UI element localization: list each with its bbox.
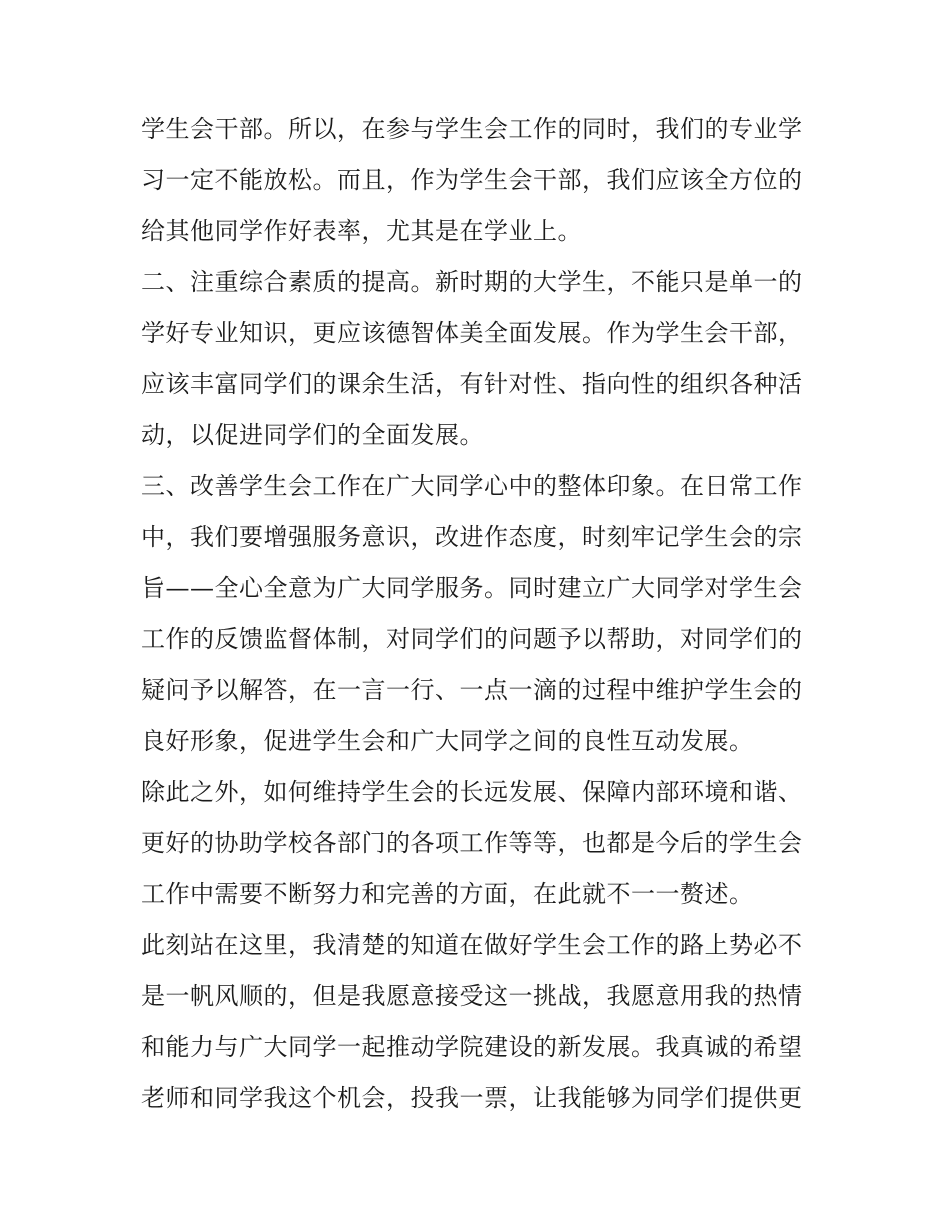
text-line: 三、改善学生会工作在广大同学心中的整体印象。在日常工作 <box>141 472 803 500</box>
text-line: 更好的协助学校各部门的各项工作等等，也都是今后的学生会 <box>141 829 803 857</box>
text-line: 动，以促进同学们的全面发展。 <box>141 421 484 449</box>
document-body <box>141 104 821 1124</box>
text-line: 给其他同学作好表率，尤其是在学业上。 <box>141 217 582 245</box>
text-line: 工作的反馈监督体制，对同学们的问题予以帮助，对同学们的 <box>141 625 803 653</box>
text-line: 工作中需要不断努力和完善的方面，在此就不一一赘述。 <box>141 880 754 908</box>
text-line: 学生会干部。所以，在参与学生会工作的同时，我们的专业学 <box>141 115 803 143</box>
text-line: 习一定不能放松。而且，作为学生会干部，我们应该全方位的 <box>141 166 803 194</box>
text-line: 学好专业知识，更应该德智体美全面发展。作为学生会干部， <box>141 319 803 347</box>
text-line: 疑问予以解答，在一言一行、一点一滴的过程中维护学生会的 <box>141 676 803 704</box>
text-line: 此刻站在这里，我清楚的知道在做好学生会工作的路上势必不 <box>141 931 803 959</box>
text-line: 旨——全心全意为广大同学服务。同时建立广大同学对学生会 <box>141 574 803 602</box>
text-line: 和能力与广大同学一起推动学院建设的新发展。我真诚的希望 <box>141 1033 803 1061</box>
text-line: 老师和同学我这个机会，投我一票，让我能够为同学们提供更 <box>141 1084 803 1112</box>
text-line: 除此之外，如何维持学生会的长远发展、保障内部环境和谐、 <box>141 778 803 806</box>
text-line: 中，我们要增强服务意识，改进作态度，时刻牢记学生会的宗 <box>141 523 803 551</box>
text-line: 是一帆风顺的，但是我愿意接受这一挑战，我愿意用我的热情 <box>141 982 803 1010</box>
text-line: 应该丰富同学们的课余生活，有针对性、指向性的组织各种活 <box>141 370 803 398</box>
text-line: 良好形象，促进学生会和广大同学之间的良性互动发展。 <box>141 727 754 755</box>
text-line: 二、注重综合素质的提高。新时期的大学生，不能只是单一的 <box>141 268 803 296</box>
